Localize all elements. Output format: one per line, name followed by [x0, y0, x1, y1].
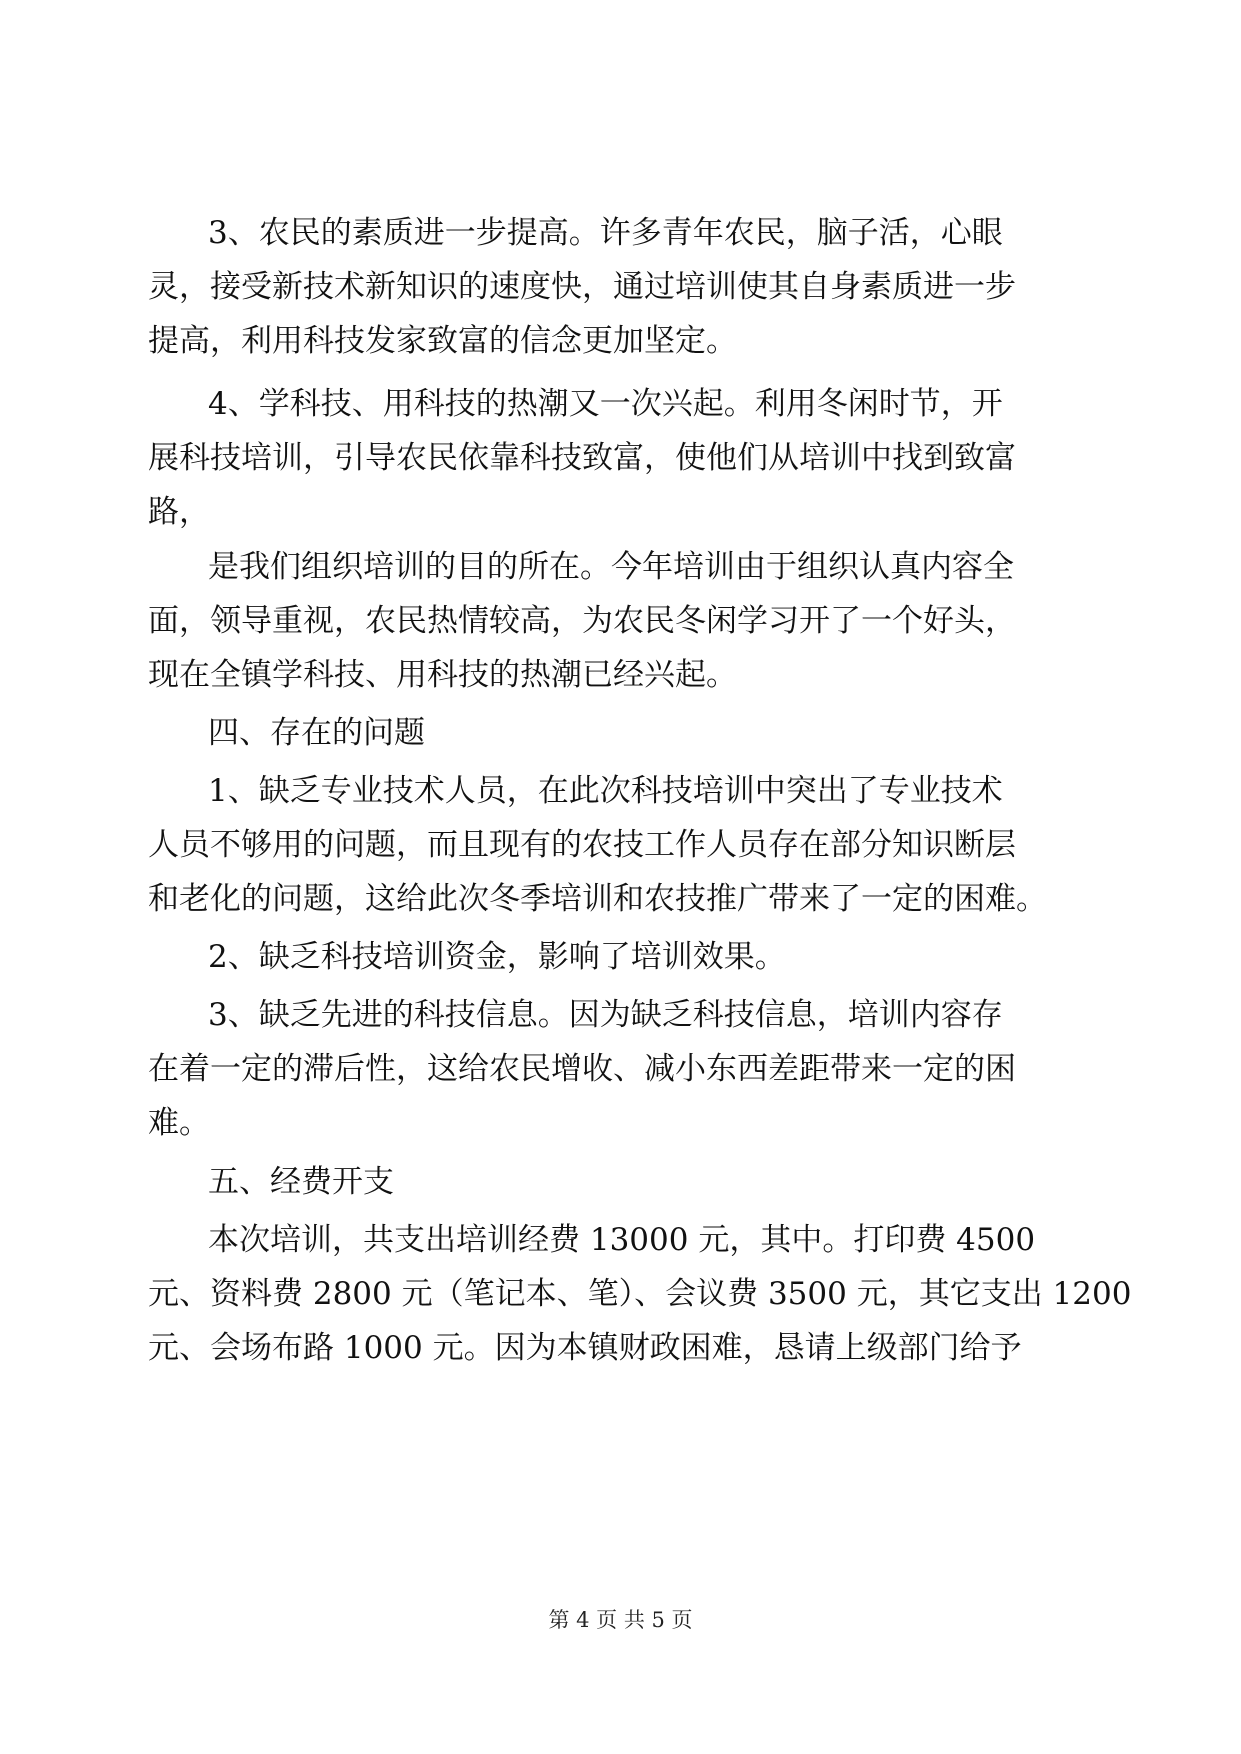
paragraph-line: 元、会场布路 1000 元。因为本镇财政困难，恳请上级部门给予 — [148, 1330, 1022, 1366]
paragraph-line: 3、农民的素质进一步提高。许多青年农民，脑子活，心眼 — [208, 215, 1003, 251]
paragraph-line: 4、学科技、用科技的热潮又一次兴起。利用冬闲时节，开 — [208, 386, 1003, 422]
paragraph-line: 面，领导重视，农民热情较高，为农民冬闲学习开了一个好头， — [148, 603, 1016, 639]
paragraph-line: 难。 — [148, 1105, 210, 1141]
paragraph-line: 本次培训，共支出培训经费 13000 元，其中。打印费 4500 — [208, 1222, 1036, 1258]
paragraph-line: 是我们组织培训的目的所在。今年培训由于组织认真内容全 — [208, 549, 1014, 585]
paragraph-line: 在着一定的滞后性，这给农民增收、减小东西差距带来一定的困 — [148, 1051, 1016, 1087]
paragraph-line: 现在全镇学科技、用科技的热潮已经兴起。 — [148, 657, 737, 693]
paragraph-line: 1、缺乏专业技术人员，在此次科技培训中突出了专业技术 — [208, 773, 1003, 809]
paragraph-line: 路， — [148, 494, 210, 530]
paragraph-line: 和老化的问题，这给此次冬季培训和农技推广带来了一定的困难。 — [148, 881, 1047, 917]
section-heading: 五、经费开支 — [208, 1164, 394, 1200]
section-heading: 四、存在的问题 — [208, 715, 425, 751]
paragraph-line: 展科技培训，引导农民依靠科技致富，使他们从培训中找到致富 — [148, 440, 1016, 476]
paragraph-line: 2、缺乏科技培训资金，影响了培训效果。 — [208, 939, 786, 975]
paragraph-line: 提高，利用科技发家致富的信念更加坚定。 — [148, 323, 737, 359]
paragraph-line: 灵，接受新技术新知识的速度快，通过培训使其自身素质进一步 — [148, 269, 1016, 305]
paragraph-line: 人员不够用的问题，而且现有的农技工作人员存在部分知识断层 — [148, 827, 1016, 863]
paragraph-line: 元、资料费 2800 元（笔记本、笔）、会议费 3500 元，其它支出 1200 — [148, 1276, 1132, 1312]
paragraph-line: 3、缺乏先进的科技信息。因为缺乏科技信息，培训内容存 — [208, 997, 1003, 1033]
page-number-footer: 第 4 页 共 5 页 — [548, 1608, 693, 1632]
